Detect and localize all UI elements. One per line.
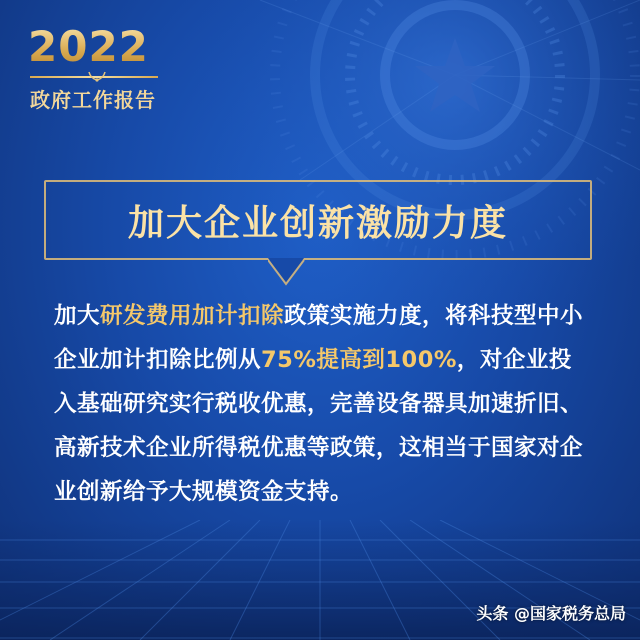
body-text-segment: 提高到 bbox=[316, 347, 386, 373]
report-year: 2022 bbox=[28, 22, 149, 71]
laurel-icon bbox=[86, 70, 108, 82]
report-subtitle: 政府工作报告 bbox=[30, 88, 156, 112]
highlight-text: 75% bbox=[261, 347, 317, 373]
body-text-segment: 加大 bbox=[54, 303, 101, 329]
highlight-text: 研发费用加计扣除 bbox=[100, 303, 285, 329]
body-text-segment: ，对企业投入基础研究实行税收优惠，完善设备器具加速折旧、高新技术企业所得税优惠等政策，这相当于国家对企业创新给予大规模资金支持。 bbox=[54, 347, 584, 505]
body-text-segment: 政策实施力度，将科技型中小企业加计扣除比例从 bbox=[54, 303, 584, 373]
source-watermark: 头条 @国家税务总局 bbox=[476, 604, 626, 623]
headline-title: 加大企业创新激励力度 bbox=[127, 202, 508, 244]
highlight-text: 100% bbox=[385, 347, 457, 373]
body-paragraph bbox=[54, 294, 594, 514]
speech-tail bbox=[268, 258, 308, 288]
